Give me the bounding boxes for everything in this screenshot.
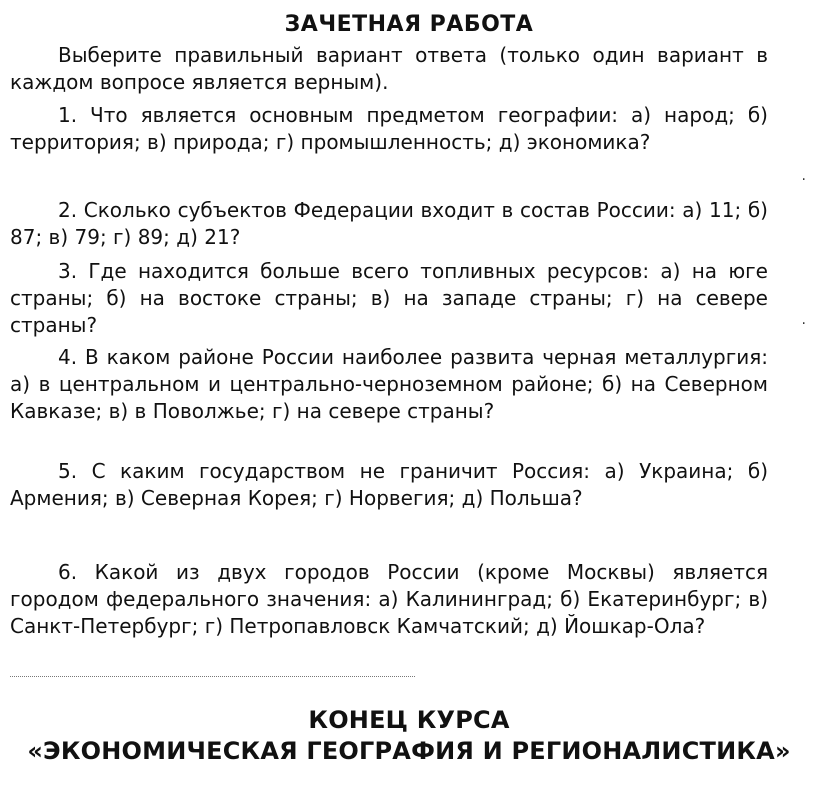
footer-title-line2: «ЭКОНОМИЧЕСКАЯ ГЕОГРАФИЯ И РЕГИОНАЛИСТИКА» xyxy=(27,737,791,765)
edge-mark: . xyxy=(801,312,806,328)
page-title: ЗАЧЕТНАЯ РАБОТА xyxy=(284,12,534,37)
question-3: 3. Где находится больше всего топливных ресурсов: а) на юге страны; б) на востоке страны; в) на западе страны; г) на севере страны? xyxy=(10,259,768,337)
question-2: 2. Сколько субъектов Федерации входит в состав России: а) 11; б) 87; в) 79; г) 89; д) 21? xyxy=(10,198,768,249)
question-4: 4. В каком районе России наиболее развита черная металлургия: а) в центральном и центрально-черноземном районе; б) на Северном Кавказе; в) в Поволжье; г) на севере страны? xyxy=(10,345,768,423)
footer-title-line1: КОНЕЦ КУРСА xyxy=(308,706,510,734)
edge-mark: . xyxy=(801,168,806,184)
question-5: 5. С каким государством не граничит Россия: а) Украина; б) Армения; в) Северная Корея; г) Норвегия; д) Польша? xyxy=(10,459,768,510)
question-1: 1. Что является основным предметом географии: а) народ; б) территория; в) природа; г) промышленность; д) экономика? xyxy=(10,103,768,154)
question-6: 6. Какой из двух городов России (кроме Москвы) является городом федерального значения: а) Калининград; б) Екатеринбург; в) Санкт-Петербург; г) Петропавловск Камчатский; д) Йошкар-Ола? xyxy=(10,560,768,638)
dotted-divider xyxy=(10,676,415,677)
instructions-text: Выберите правильный вариант ответа (только один вариант в каждом вопросе является верным). xyxy=(10,43,768,94)
